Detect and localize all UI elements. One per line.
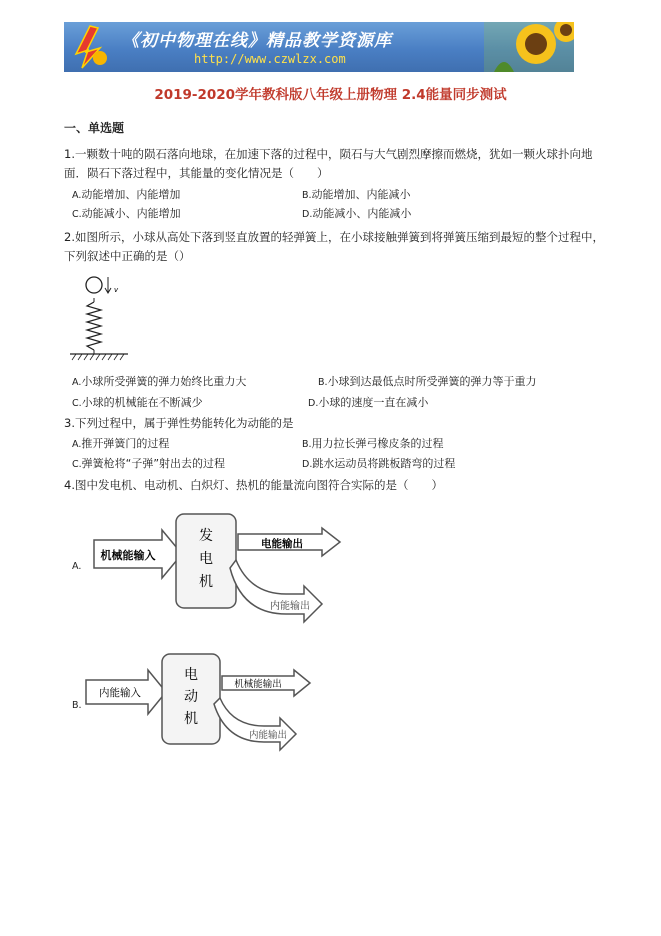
option-text: 推开弹簧门的过程 — [81, 437, 170, 450]
banner-title: 《初中物理在线》精品教学资源库 — [122, 31, 392, 51]
option-text: 动能减小、内能增加 — [81, 207, 181, 220]
q2-text-line1: 2.如图所示，小球从高处下落到竖直放置的轻弹簧上，在小球接触弹簧到将弹簧压缩到最短的整个过程中， — [64, 230, 604, 244]
q1-option-a — [72, 187, 180, 204]
q1-option-d — [302, 206, 411, 223]
q1-option-c — [72, 206, 181, 223]
option-key: B. — [302, 439, 312, 450]
ground-hatch — [72, 354, 124, 360]
q2-option-c — [72, 395, 203, 412]
q3-text-line1: 3.下列过程中，属于弹性势能转化为动能的是 — [64, 416, 294, 430]
option-text: 动能减小、内能减小 — [312, 207, 412, 220]
ball-shape — [86, 277, 102, 293]
q3-option-b — [302, 436, 444, 453]
option-key: A. — [72, 190, 82, 201]
option-text: 小球的机械能在不断减少 — [81, 396, 203, 409]
input-label: 内能输入 — [99, 687, 141, 699]
banner-url: http://www.czwlzx.com — [194, 52, 346, 66]
motor-energy-diagram — [82, 650, 322, 760]
q4-text-line1: 4.图中发电机、电动机、白炽灯、热机的能量流向图符合实际的是（ ） — [64, 478, 443, 492]
option-text: 动能增加、内能增加 — [81, 188, 181, 201]
option-key: A. — [72, 377, 82, 388]
q3-option-a — [72, 436, 169, 453]
option-key: B. — [72, 700, 82, 711]
option-text: 小球到达最低点时所受弹簧的弹力等于重力 — [327, 375, 537, 388]
machine-char-1: 电 — [184, 667, 198, 683]
sunflower-icon — [484, 22, 574, 72]
machine-char-1: 发 — [199, 528, 213, 544]
option-key: D. — [302, 459, 313, 470]
section-heading: 一、单选题 — [64, 121, 125, 135]
option-key: D. — [302, 209, 313, 220]
loss-output-label: 内能输出 — [248, 730, 288, 741]
q2-text-line2: 下列叙述中正确的是（） — [64, 249, 191, 263]
machine-char-2: 电 — [199, 551, 213, 567]
option-key: C. — [72, 459, 82, 470]
loss-output-label: 内能输出 — [270, 601, 310, 612]
option-text: 弹簧枪将“子弹”射出去的过程 — [81, 457, 226, 470]
site-banner — [64, 22, 574, 72]
q1-text-line2: 面．陨石下落过程中，其能量的变化情况是（ ） — [64, 166, 329, 180]
q3-option-c — [72, 456, 225, 473]
loss-output-arrow — [230, 560, 322, 622]
input-label: 机械能输入 — [100, 549, 156, 562]
option-key: C. — [72, 209, 82, 220]
option-text: 小球的速度一直在减小 — [318, 396, 429, 409]
q1-text-line1: 1.一颗数十吨的陨石落向地球，在加速下落的过程中，陨石与大气剧烈摩擦而燃烧，犹如一颗火球扑向地 — [64, 147, 593, 161]
option-text: 用力拉长弹弓橡皮条的过程 — [311, 437, 444, 450]
velocity-label: v — [114, 286, 119, 294]
spring-ball-figure — [66, 272, 130, 366]
q2-option-a — [72, 374, 246, 391]
q2-option-d — [308, 395, 428, 412]
main-output-label: 机械能输出 — [234, 679, 282, 690]
option-key: D. — [308, 398, 319, 409]
option-key: B. — [302, 190, 312, 201]
generator-energy-diagram — [90, 508, 350, 630]
option-text: 跳水运动员将跳板踏弯的过程 — [312, 457, 456, 470]
loss-output-arrow — [214, 698, 296, 750]
q1-option-b — [302, 187, 411, 204]
machine-char-2: 动 — [184, 689, 198, 705]
q4-option-b-key — [72, 697, 82, 714]
document-title: 2019-2020学年教科版八年级上册物理 2.4能量同步测试 — [154, 87, 507, 103]
machine-char-3: 机 — [199, 574, 213, 590]
q4-option-a-key — [72, 558, 81, 575]
site-logo-icon — [70, 24, 112, 70]
machine-char-3: 机 — [184, 711, 198, 727]
q2-option-b — [318, 374, 537, 391]
option-text: 小球所受弹簧的弹力始终比重力大 — [81, 375, 247, 388]
spring-shape — [87, 302, 101, 350]
option-key: A. — [72, 561, 82, 572]
option-text: 动能增加、内能减小 — [311, 188, 411, 201]
main-output-label: 电能输出 — [261, 538, 303, 550]
q3-option-d — [302, 456, 455, 473]
option-key: A. — [72, 439, 82, 450]
option-key: B. — [318, 377, 328, 388]
option-key: C. — [72, 398, 82, 409]
